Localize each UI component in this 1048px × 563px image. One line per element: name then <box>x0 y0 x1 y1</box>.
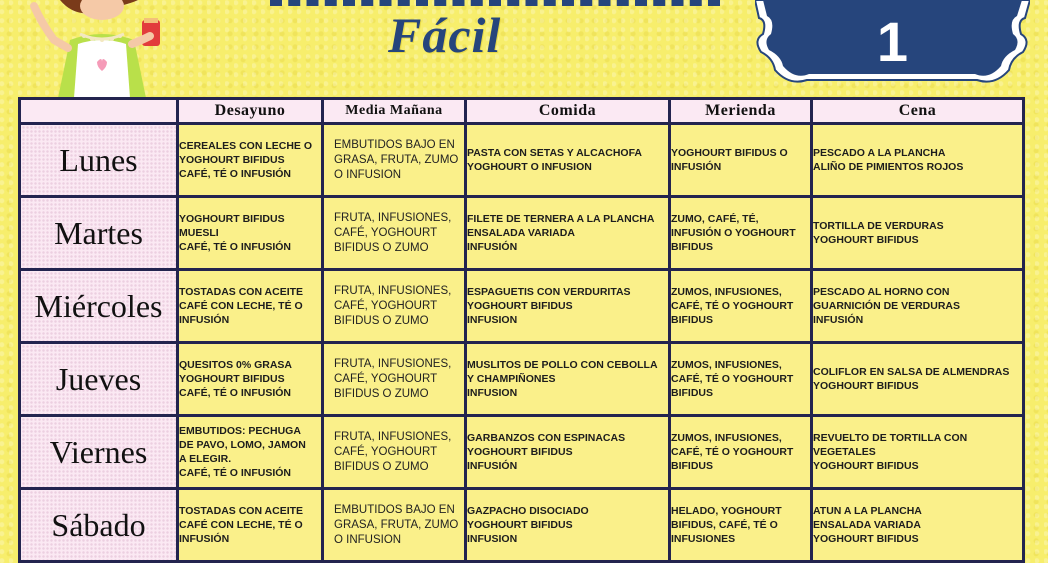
meal-comida: GAZPACHO DISOCIADO YOGHOURT BIFIDUS INFUSION <box>466 489 670 562</box>
weekly-menu-table <box>18 97 1025 563</box>
meal-desayuno: TOSTADAS CON ACEITE CAFÉ CON LECHE, TÉ O INFUSIÓN <box>178 270 323 343</box>
header-corner <box>20 99 178 124</box>
meal-merienda: ZUMOS, INFUSIONES, CAFÉ, TÉ O YOGHOURT BIFIDUS <box>670 343 812 416</box>
column-header-comida: Comida <box>466 99 670 124</box>
column-header-media-manana: Media Mañana <box>323 99 466 124</box>
meal-media-manana: FRUTA, INFUSIONES, CAFÉ, YOGHOURT BIFIDUS O ZUMO <box>323 416 466 489</box>
meal-merienda: HELADO, YOGHOURT BIFIDUS, CAFÉ, TÉ O INFUSIONES <box>670 489 812 562</box>
meal-cena: PESCADO AL HORNO CON GUARNICIÓN DE VERDURAS INFUSIÓN <box>812 270 1024 343</box>
meal-desayuno: CEREALES CON LECHE O YOGHOURT BIFIDUS CAFÉ, TÉ O INFUSIÓN <box>178 124 323 197</box>
table-row <box>20 124 1024 197</box>
table-row <box>20 416 1024 489</box>
meal-desayuno: QUESITOS 0% GRASA YOGHOURT BIFIDUS CAFÉ, TÉ O INFUSIÓN <box>178 343 323 416</box>
page-title: Fácil <box>388 7 502 63</box>
meal-comida: PASTA CON SETAS Y ALCACHOFA YOGHOURT O INFUSION <box>466 124 670 197</box>
column-header-desayuno: Desayuno <box>178 99 323 124</box>
meal-cena: TORTILLA DE VERDURAS YOGHOURT BIFIDUS <box>812 197 1024 270</box>
meal-media-manana: FRUTA, INFUSIONES, CAFÉ, YOGHOURT BIFIDUS O ZUMO <box>323 270 466 343</box>
column-header-cena: Cena <box>812 99 1024 124</box>
day-label: Jueves <box>20 343 178 416</box>
table-row <box>20 489 1024 562</box>
day-label: Sábado <box>20 489 178 562</box>
meal-merienda: ZUMOS, INFUSIONES, CAFÉ, TÉ O YOGHOURT BIFIDUS <box>670 270 812 343</box>
meal-media-manana: EMBUTIDOS BAJO EN GRASA, FRUTA, ZUMO O INFUSION <box>323 124 466 197</box>
meal-cena: COLIFLOR EN SALSA DE ALMENDRAS YOGHOURT BIFIDUS <box>812 343 1024 416</box>
day-label: Viernes <box>20 416 178 489</box>
day-label: Martes <box>20 197 178 270</box>
column-header-merienda: Merienda <box>670 99 812 124</box>
meal-comida: ESPAGUETIS CON VERDURITAS YOGHOURT BIFIDUS INFUSION <box>466 270 670 343</box>
meal-merienda: YOGHOURT BIFIDUS O INFUSIÓN <box>670 124 812 197</box>
week-number: 1 <box>876 9 909 73</box>
meal-comida: FILETE DE TERNERA A LA PLANCHA ENSALADA VARIADA INFUSIÓN <box>466 197 670 270</box>
meal-media-manana: FRUTA, INFUSIONES, CAFÉ, YOGHOURT BIFIDUS O ZUMO <box>323 343 466 416</box>
table-row <box>20 343 1024 416</box>
meal-cena: PESCADO A LA PLANCHA ALIÑO DE PIMIENTOS ROJOS <box>812 124 1024 197</box>
meal-desayuno: EMBUTIDOS: PECHUGA DE PAVO, LOMO, JAMON A ELEGIR. CAFÉ, TÉ O INFUSIÓN <box>178 416 323 489</box>
meal-cena: REVUELTO DE TORTILLA CON VEGETALES YOGHOURT BIFIDUS <box>812 416 1024 489</box>
meal-media-manana: FRUTA, INFUSIONES, CAFÉ, YOGHOURT BIFIDUS O ZUMO <box>323 197 466 270</box>
woman-illustration <box>20 0 170 98</box>
meal-desayuno: TOSTADAS CON ACEITE CAFÉ CON LECHE, TÉ O INFUSIÓN <box>178 489 323 562</box>
day-label: Lunes <box>20 124 178 197</box>
table-row <box>20 197 1024 270</box>
meal-merienda: ZUMOS, INFUSIONES, CAFÉ, TÉ O YOGHOURT BIFIDUS <box>670 416 812 489</box>
table-row <box>20 270 1024 343</box>
meal-desayuno: YOGHOURT BIFIDUS MUESLI CAFÉ, TÉ O INFUSIÓN <box>178 197 323 270</box>
meal-media-manana: EMBUTIDOS BAJO EN GRASA, FRUTA, ZUMO O INFUSION <box>323 489 466 562</box>
meal-merienda: ZUMO, CAFÉ, TÉ, INFUSIÓN O YOGHOURT BIFIDUS <box>670 197 812 270</box>
meal-cena: ATUN A LA PLANCHA ENSALADA VARIADA YOGHOURT BIFIDUS <box>812 489 1024 562</box>
meal-comida: MUSLITOS DE POLLO CON CEBOLLA Y CHAMPIÑONES INFUSION <box>466 343 670 416</box>
day-label: Miércoles <box>20 270 178 343</box>
meal-comida: GARBANZOS CON ESPINACAS YOGHOURT BIFIDUS INFUSIÓN <box>466 416 670 489</box>
table-header-row <box>20 99 1024 124</box>
